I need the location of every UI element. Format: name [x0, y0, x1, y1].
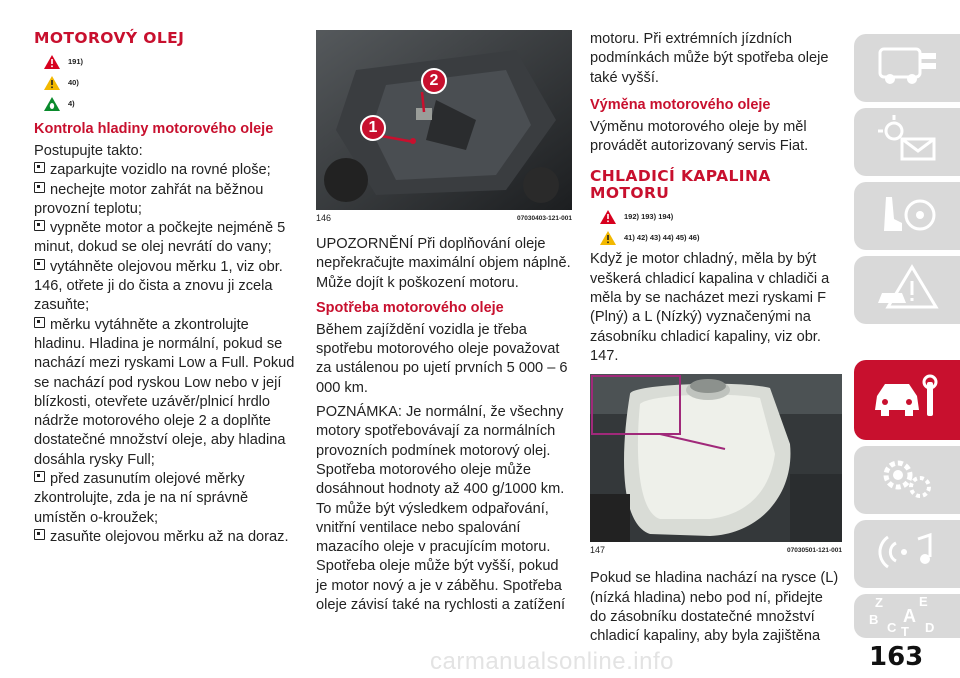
- figure-code: 07030403-121-001: [517, 215, 572, 222]
- section-title-engine-oil: MOTOROVÝ OLEJ: [34, 29, 185, 47]
- paragraph-oil-change: Výměnu motorového oleje by měl provádět autorizovaný servis Fiat.: [590, 118, 809, 155]
- reference-row-warning-yellow: [44, 72, 302, 93]
- warning-yellow-icon: [600, 231, 620, 245]
- index-letter: T: [901, 624, 909, 639]
- callout-1: [360, 115, 386, 141]
- section-title-line-2: MOTORU: [590, 184, 670, 203]
- figure-number: 147: [590, 545, 606, 556]
- bullet-item: [34, 317, 294, 468]
- reference-row-warning-yellow: [600, 227, 842, 248]
- tab-dashboard[interactable]: [854, 34, 960, 102]
- reference-row-warning-red: [600, 206, 842, 227]
- paragraph-low-level: Pokud se hladina nachází na rysce (L) (nízká hladina) nebo pod ní, přidejte do zásobníku dostatečné množství chladicí kapaliny, aby byla zajištěna: [590, 570, 839, 645]
- figure-caption-146: [316, 213, 572, 223]
- bullet-item: [34, 259, 283, 314]
- bullet-text: měrku vytáhněte a zkontrolujte hladinu. Hladina je normální, pokud se nachází mezi ryskami Low a Full. Pokud se nachází pod ryskou Low nebo v její blízkosti, otevřete uzávěr/plnicí hrdlo nádrže motorového oleje 2 a doplňte dostatečné množství oleje, aby hladina dosáhla rysky Full;: [34, 316, 295, 468]
- bullet-icon: [34, 162, 45, 173]
- bullet-text: nechejte motor zahřát na běžnou provozní teplotu;: [34, 181, 264, 217]
- reference-numbers: 192) 193) 194): [624, 212, 674, 222]
- index-letter: B: [869, 612, 879, 627]
- callout-2-label: 2: [429, 72, 439, 89]
- bullet-icon: [34, 182, 45, 193]
- car-wrench-service-icon: [867, 370, 947, 431]
- tab-maintenance-active[interactable]: [854, 360, 960, 440]
- left-column: [34, 30, 302, 547]
- paragraph-coolant-level: Když je motor chladný, měla by být veškerá chladicí kapalina v chladiči a měla by se nacházet mezi ryskami F (Plný) a L (Nízký) vyznačenými na zásobníku chladicí kapaliny, viz obr. 147.: [590, 251, 830, 364]
- paragraph-consumption: Během zajíždění vozidla je třeba spotřebu motorového oleje považovat za ustálenou po ujetí prvních 5 000 – 6 000 km.: [316, 321, 568, 396]
- bullet-item: [34, 471, 248, 526]
- section-title-line-1: CHLADICÍ KAPALINA: [590, 167, 771, 186]
- middle-column: [316, 30, 572, 615]
- car-dashboard-icon: [872, 41, 942, 96]
- tab-seat-steering[interactable]: [854, 182, 960, 250]
- tab-multimedia[interactable]: [854, 520, 960, 588]
- bullet-icon: [34, 529, 45, 540]
- alphabet-index-icon: [867, 594, 947, 638]
- engine-photo-graphic: [316, 30, 572, 210]
- bullet-text: zasuňte olejovou měrku až na doraz.: [50, 528, 289, 545]
- reference-numbers: 4): [68, 99, 75, 108]
- bullet-icon: [34, 220, 45, 231]
- intro-text: [34, 142, 302, 161]
- reference-numbers: 40): [68, 78, 79, 87]
- warning-red-icon: [44, 55, 64, 69]
- engine-photo: [316, 30, 572, 210]
- bullet-list: [34, 161, 302, 547]
- callout-1-label: 1: [368, 119, 378, 136]
- warning-yellow-icon: [44, 76, 64, 90]
- gears-icon: [872, 453, 942, 508]
- bullet-item: [34, 529, 289, 545]
- car-lights-warning-icon: [872, 115, 942, 170]
- bullet-item: [34, 162, 271, 178]
- subtitle-oil-change: Výměna motorového oleje: [590, 96, 771, 113]
- bullet-icon: [34, 471, 45, 482]
- bullet-text: zaparkujte vozidlo na rovné ploše;: [50, 162, 271, 179]
- intro-label: Postupujte takto:: [34, 143, 143, 159]
- seat-steering-icon: [872, 189, 942, 244]
- bullet-item: [34, 182, 263, 217]
- bullet-text: před zasunutím olejové měrky zkontrolujte, zda je na ní správně umístěn o-kroužek;: [34, 471, 249, 526]
- coolant-reservoir-photo: [590, 374, 842, 542]
- index-letter: A: [903, 606, 916, 626]
- watermark: carmanualsonline.info: [430, 648, 674, 675]
- paragraph-note: POZNÁMKA: Je normální, že všechny motory spotřebovávají za normálních provozních podmínek motorový olej. Spotřeba motorového oleje může dosáhnout hodnoty až 400 g/1000 km. To může být výsledkem odpařování, vnitřní ventilace nebo spalování mazacího oleje v pracujícím motoru. Spotřeba oleje může být vyšší, pokud je motor nový a je v záběhu. Spotřeba oleje závisí také na rychlosti a zatížení: [316, 404, 566, 614]
- index-letter: C: [887, 620, 897, 635]
- bullet-text: vypněte motor a počkejte nejméně 5 minut, dokud se olej nevrátí do vany;: [34, 220, 286, 256]
- figure-caption-147: [590, 545, 842, 555]
- reference-row-warning-red: [44, 51, 302, 72]
- index-letter: D: [925, 620, 935, 635]
- callout-2: [421, 68, 447, 94]
- warning-note: UPOZORNĚNÍ Při doplňování oleje nepřekračujte maximální objem náplně. Může dojít k poškození motoru.: [316, 236, 571, 291]
- section-title-coolant: [590, 168, 842, 202]
- reference-numbers: 191): [68, 57, 84, 66]
- tab-alphabetical-index[interactable]: [854, 594, 960, 638]
- tab-safety-warning[interactable]: [854, 256, 960, 324]
- subtitle-oil-level-check: Kontrola hladiny motorového oleje: [34, 121, 274, 137]
- page-number: 163: [869, 642, 924, 672]
- figure-code: 07030501-121-001: [787, 547, 842, 555]
- index-letter: Z: [875, 595, 883, 610]
- paragraph-continuation: motoru. Při extrémních jízdních podmínkách může být spotřeba oleje také vyšší.: [590, 31, 829, 86]
- bullet-icon: [34, 317, 45, 328]
- bullet-item: [34, 220, 285, 255]
- tab-technical-data[interactable]: [854, 446, 960, 514]
- right-column: [590, 30, 842, 646]
- coolant-reservoir-graphic: [590, 374, 842, 542]
- environment-leaf-icon: [44, 97, 64, 111]
- bullet-text: vytáhněte olejovou měrku 1, viz obr. 146, otřete ji do čista a znovu ji zcela zasuňte;: [34, 258, 283, 314]
- subtitle-oil-consumption: Spotřeba motorového oleje: [316, 299, 504, 316]
- warning-red-icon: [600, 210, 620, 224]
- reference-row-environment: [44, 93, 302, 114]
- multimedia-icon: [872, 527, 942, 582]
- figure-number: 146: [316, 213, 332, 223]
- index-letter: E: [919, 594, 928, 609]
- tab-lights-warnings[interactable]: [854, 108, 960, 176]
- bullet-icon: [34, 259, 45, 270]
- reference-numbers: 41) 42) 43) 44) 45) 46): [624, 233, 700, 243]
- car-warning-icon: [872, 263, 942, 318]
